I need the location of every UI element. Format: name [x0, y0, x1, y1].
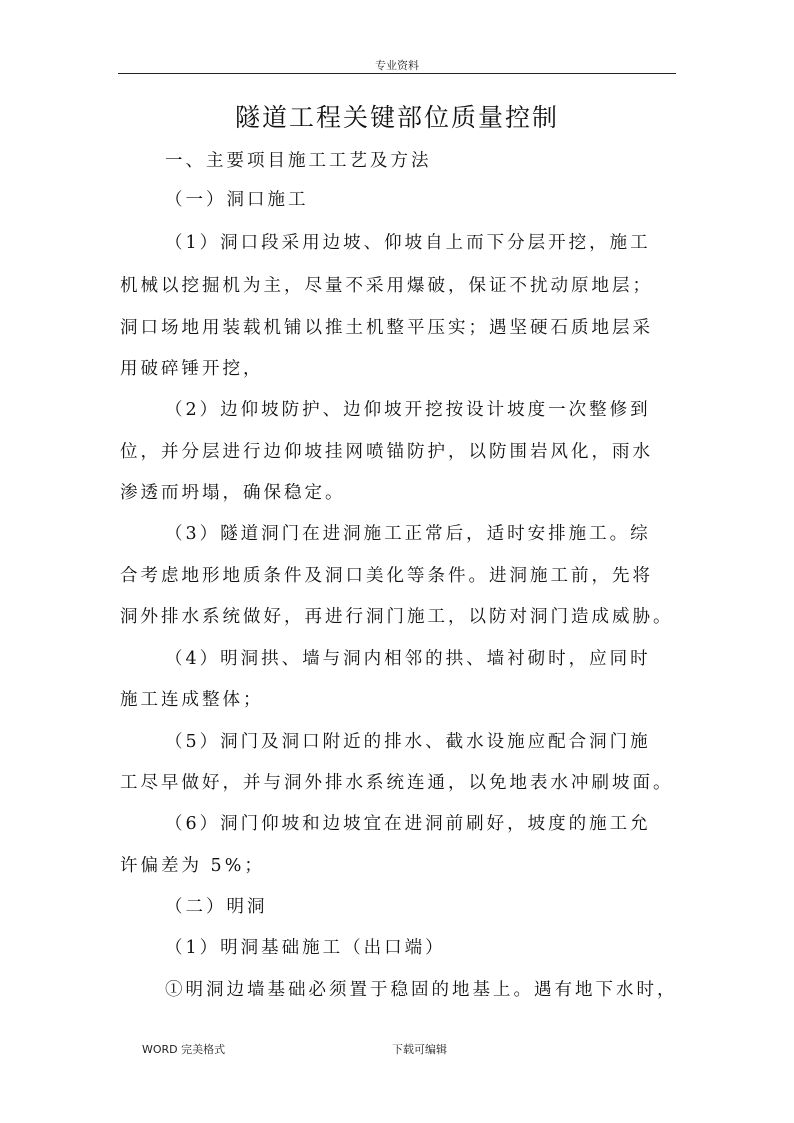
paragraph-line: 用破碎锤开挖，	[120, 359, 264, 379]
paragraph-line: 许偏差为 5%；	[120, 856, 265, 876]
document-title: 隧道工程关键部位质量控制	[234, 103, 559, 132]
paragraph-line: （6）洞门仰坡和边坡宜在进洞前刷好，坡度的施工允	[165, 814, 651, 834]
footer-left-text: WORD 完美格式	[142, 1043, 226, 1056]
paragraph-line: 施工连成整体；	[120, 690, 264, 710]
paragraph-line: （1）明洞基础施工（出口端）	[165, 938, 446, 958]
paragraph-line: 机械以挖掘机为主，尽量不采用爆破，保证不扰动原地层；	[120, 276, 653, 296]
paragraph-line: （1）洞口段采用边坡、仰坡自上而下分层开挖，施工	[165, 233, 651, 253]
paragraph-line: 洞外排水系统做好，再进行洞门施工，以防对洞门造成威胁。	[120, 607, 674, 627]
subsection-heading: （一）洞口施工	[165, 190, 309, 210]
footer-right-text: 下载可编辑	[392, 1043, 447, 1056]
subsection-heading: （二）明洞	[165, 897, 268, 917]
page-header: 专业资料	[375, 59, 419, 72]
header-divider	[118, 73, 676, 74]
paragraph-line: 合考虑地形地质条件及洞口美化等条件。进洞施工前，先将	[120, 566, 653, 586]
paragraph-line: （5）洞门及洞口附近的排水、截水设施应配合洞门施	[165, 732, 651, 752]
section-heading: 一、主要项目施工工艺及方法	[165, 151, 432, 171]
paragraph-line: （2）边仰坡防护、边仰坡开挖按设计坡度一次整修到	[165, 400, 651, 420]
paragraph-line: 洞口场地用装载机铺以推土机整平压实；遇坚硬石质地层采	[120, 318, 653, 338]
paragraph-line: 渗透而坍塌，确保稳定。	[120, 483, 346, 503]
paragraph-line: ①明洞边墙基础必须置于稳固的地基上。遇有地下水时，	[165, 980, 678, 1000]
paragraph-line: 工尽早做好，并与洞外排水系统连通，以免地表水冲刷坡面。	[120, 773, 674, 793]
paragraph-line: （4）明洞拱、墙与洞内相邻的拱、墙衬砌时，应同时	[165, 649, 651, 669]
paragraph-line: 位，并分层进行边仰坡挂网喷锚防护，以防围岩风化，雨水	[120, 442, 653, 462]
paragraph-line: （3）隧道洞门在进洞施工正常后，适时安排施工。综	[165, 524, 651, 544]
